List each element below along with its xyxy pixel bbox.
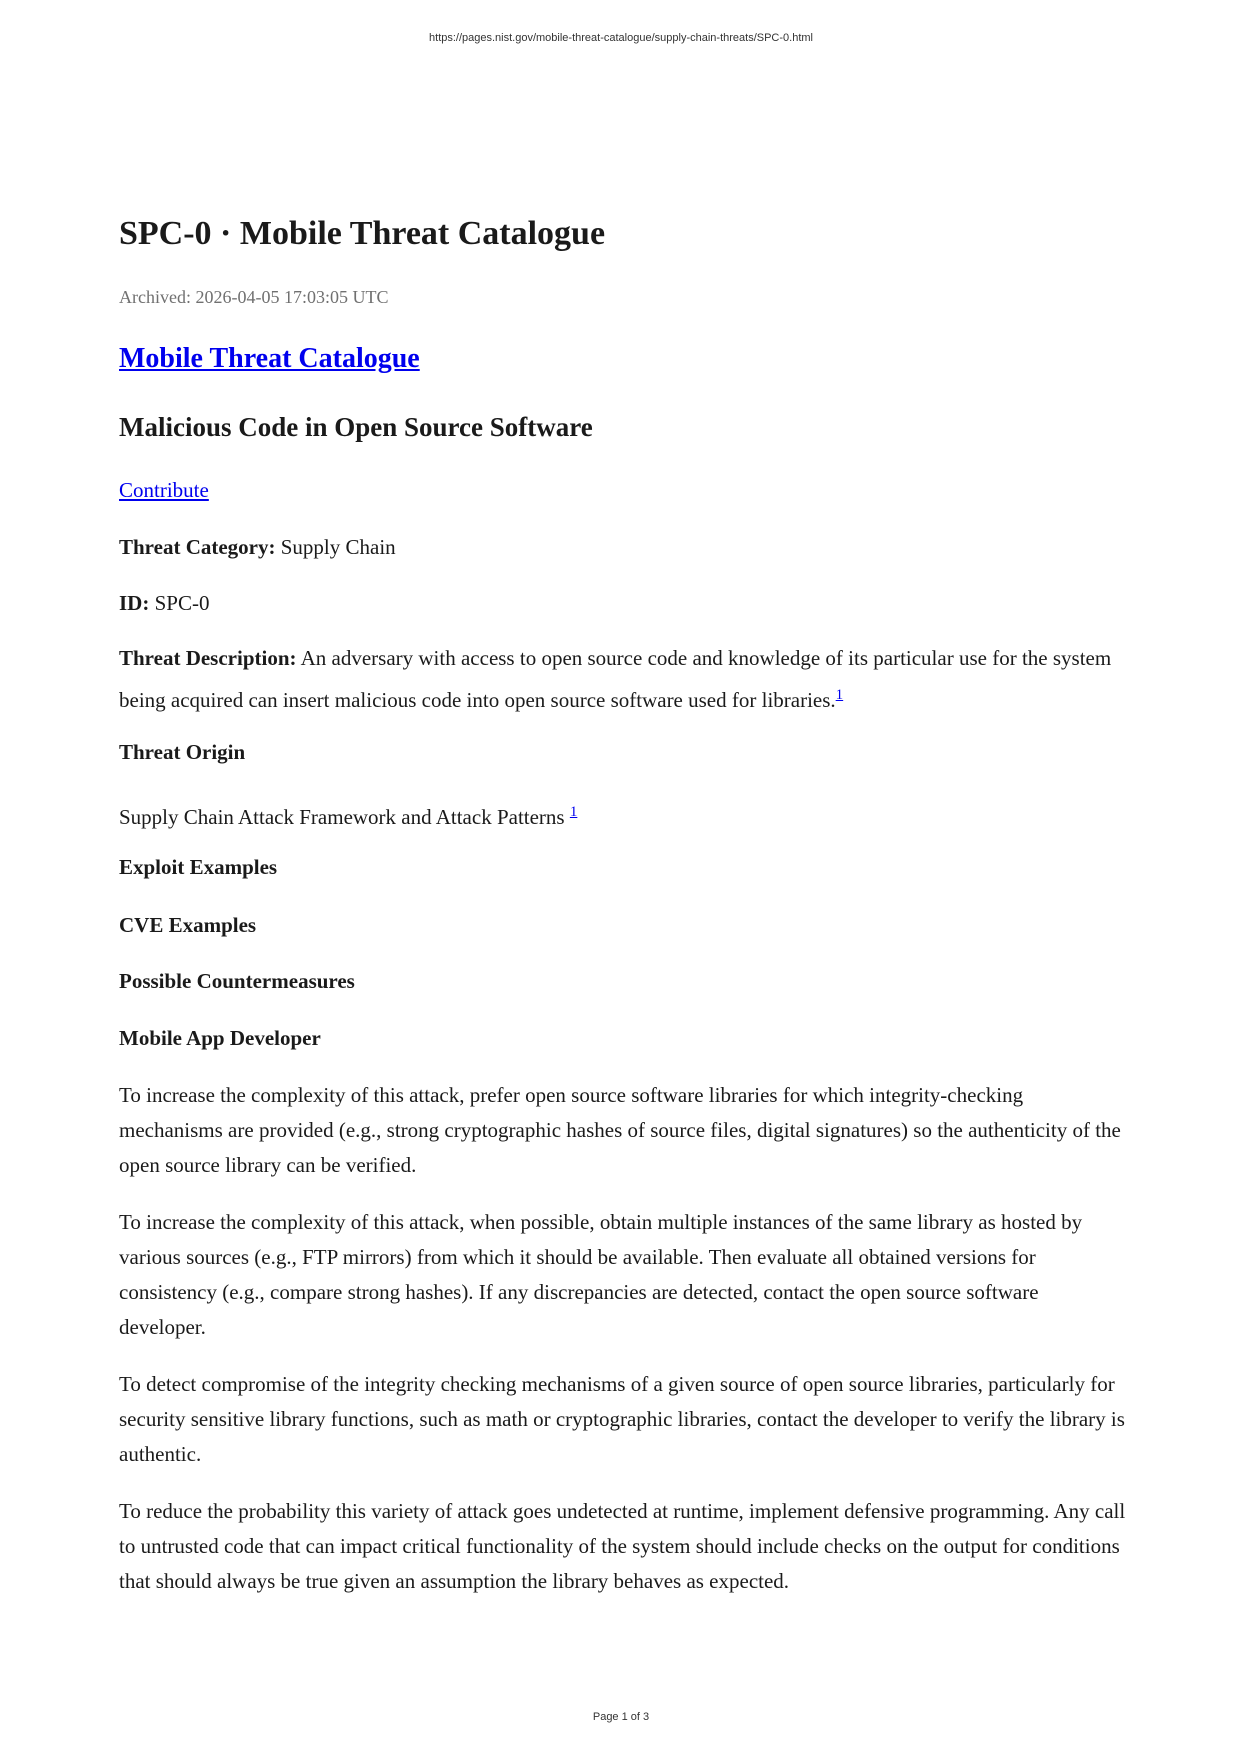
threat-origin-text: Supply Chain Attack Framework and Attack Patterns [119,805,570,829]
countermeasure-paragraph: To increase the complexity of this attack, when possible, obtain multiple instances of the same library as hosted by various sources (e.g., FTP mirrors) from which it should be available. Then evaluate all obtained versions for consistency (e.g., compare strong hashes). If any discrepancies are detected, contact the open source software developer. [119,1210,1083,1339]
threat-origin-text-row [119,796,577,831]
threat-description-label: Threat Description: [119,646,297,670]
cve-examples-heading: CVE Examples [119,913,257,937]
threat-origin-footnote-link[interactable]: 1 [569,804,578,820]
threat-category-value: Supply Chain [275,535,396,559]
threat-category-label: Threat Category: [119,535,276,559]
print-footer-page-number: Page 1 of 3 [592,1711,650,1723]
threat-category-row [119,533,396,561]
contribute-link[interactable]: Contribute [119,478,209,502]
countermeasures-heading: Possible Countermeasures [119,969,355,993]
threat-id-label: ID: [119,591,150,615]
page-title: SPC-0 · Mobile Threat Catalogue [119,215,606,252]
threat-description-text: An adversary with access to open source code and knowledge of its particular use for the system being acquired can insert malicious code into open source software used for libraries. [119,646,1112,712]
mobile-app-developer-heading: Mobile App Developer [119,1026,321,1050]
archived-timestamp: Archived: 2026-04-05 17:03:05 UTC [119,287,389,307]
threat-origin-heading: Threat Origin [119,740,246,764]
threat-id-row [119,589,209,617]
threat-description [119,641,1129,718]
catalogue-home-link[interactable]: Mobile Threat Catalogue [119,343,420,374]
countermeasure-paragraph: To reduce the probability this variety of attack goes undetected at runtime, implement defensive programming. Any call to untrusted code that can impact critical functionality of the system should include checks on the output for conditions that should always be true given an assumption the library behaves as expected. [119,1499,1126,1593]
countermeasure-paragraph: To increase the complexity of this attack, prefer open source software libraries for which integrity-checking mechanisms are provided (e.g., strong cryptographic hashes of source files, digital signatures) so the authenticity of the open source library can be verified. [119,1083,1121,1177]
countermeasure-paragraph: To detect compromise of the integrity checking mechanisms of a given source of open source libraries, particularly for security sensitive library functions, such as math or cryptographic libraries, contact the developer to verify the library is authentic. [119,1372,1125,1466]
threat-id-value: SPC-0 [149,591,210,615]
exploit-examples-heading: Exploit Examples [119,855,278,879]
threat-title: Malicious Code in Open Source Software [119,412,593,442]
print-header-url: https://pages.nist.gov/mobile-threat-catalogue/supply-chain-threats/SPC-0.html [429,32,813,44]
threat-description-footnote-link[interactable]: 1 [835,687,844,703]
